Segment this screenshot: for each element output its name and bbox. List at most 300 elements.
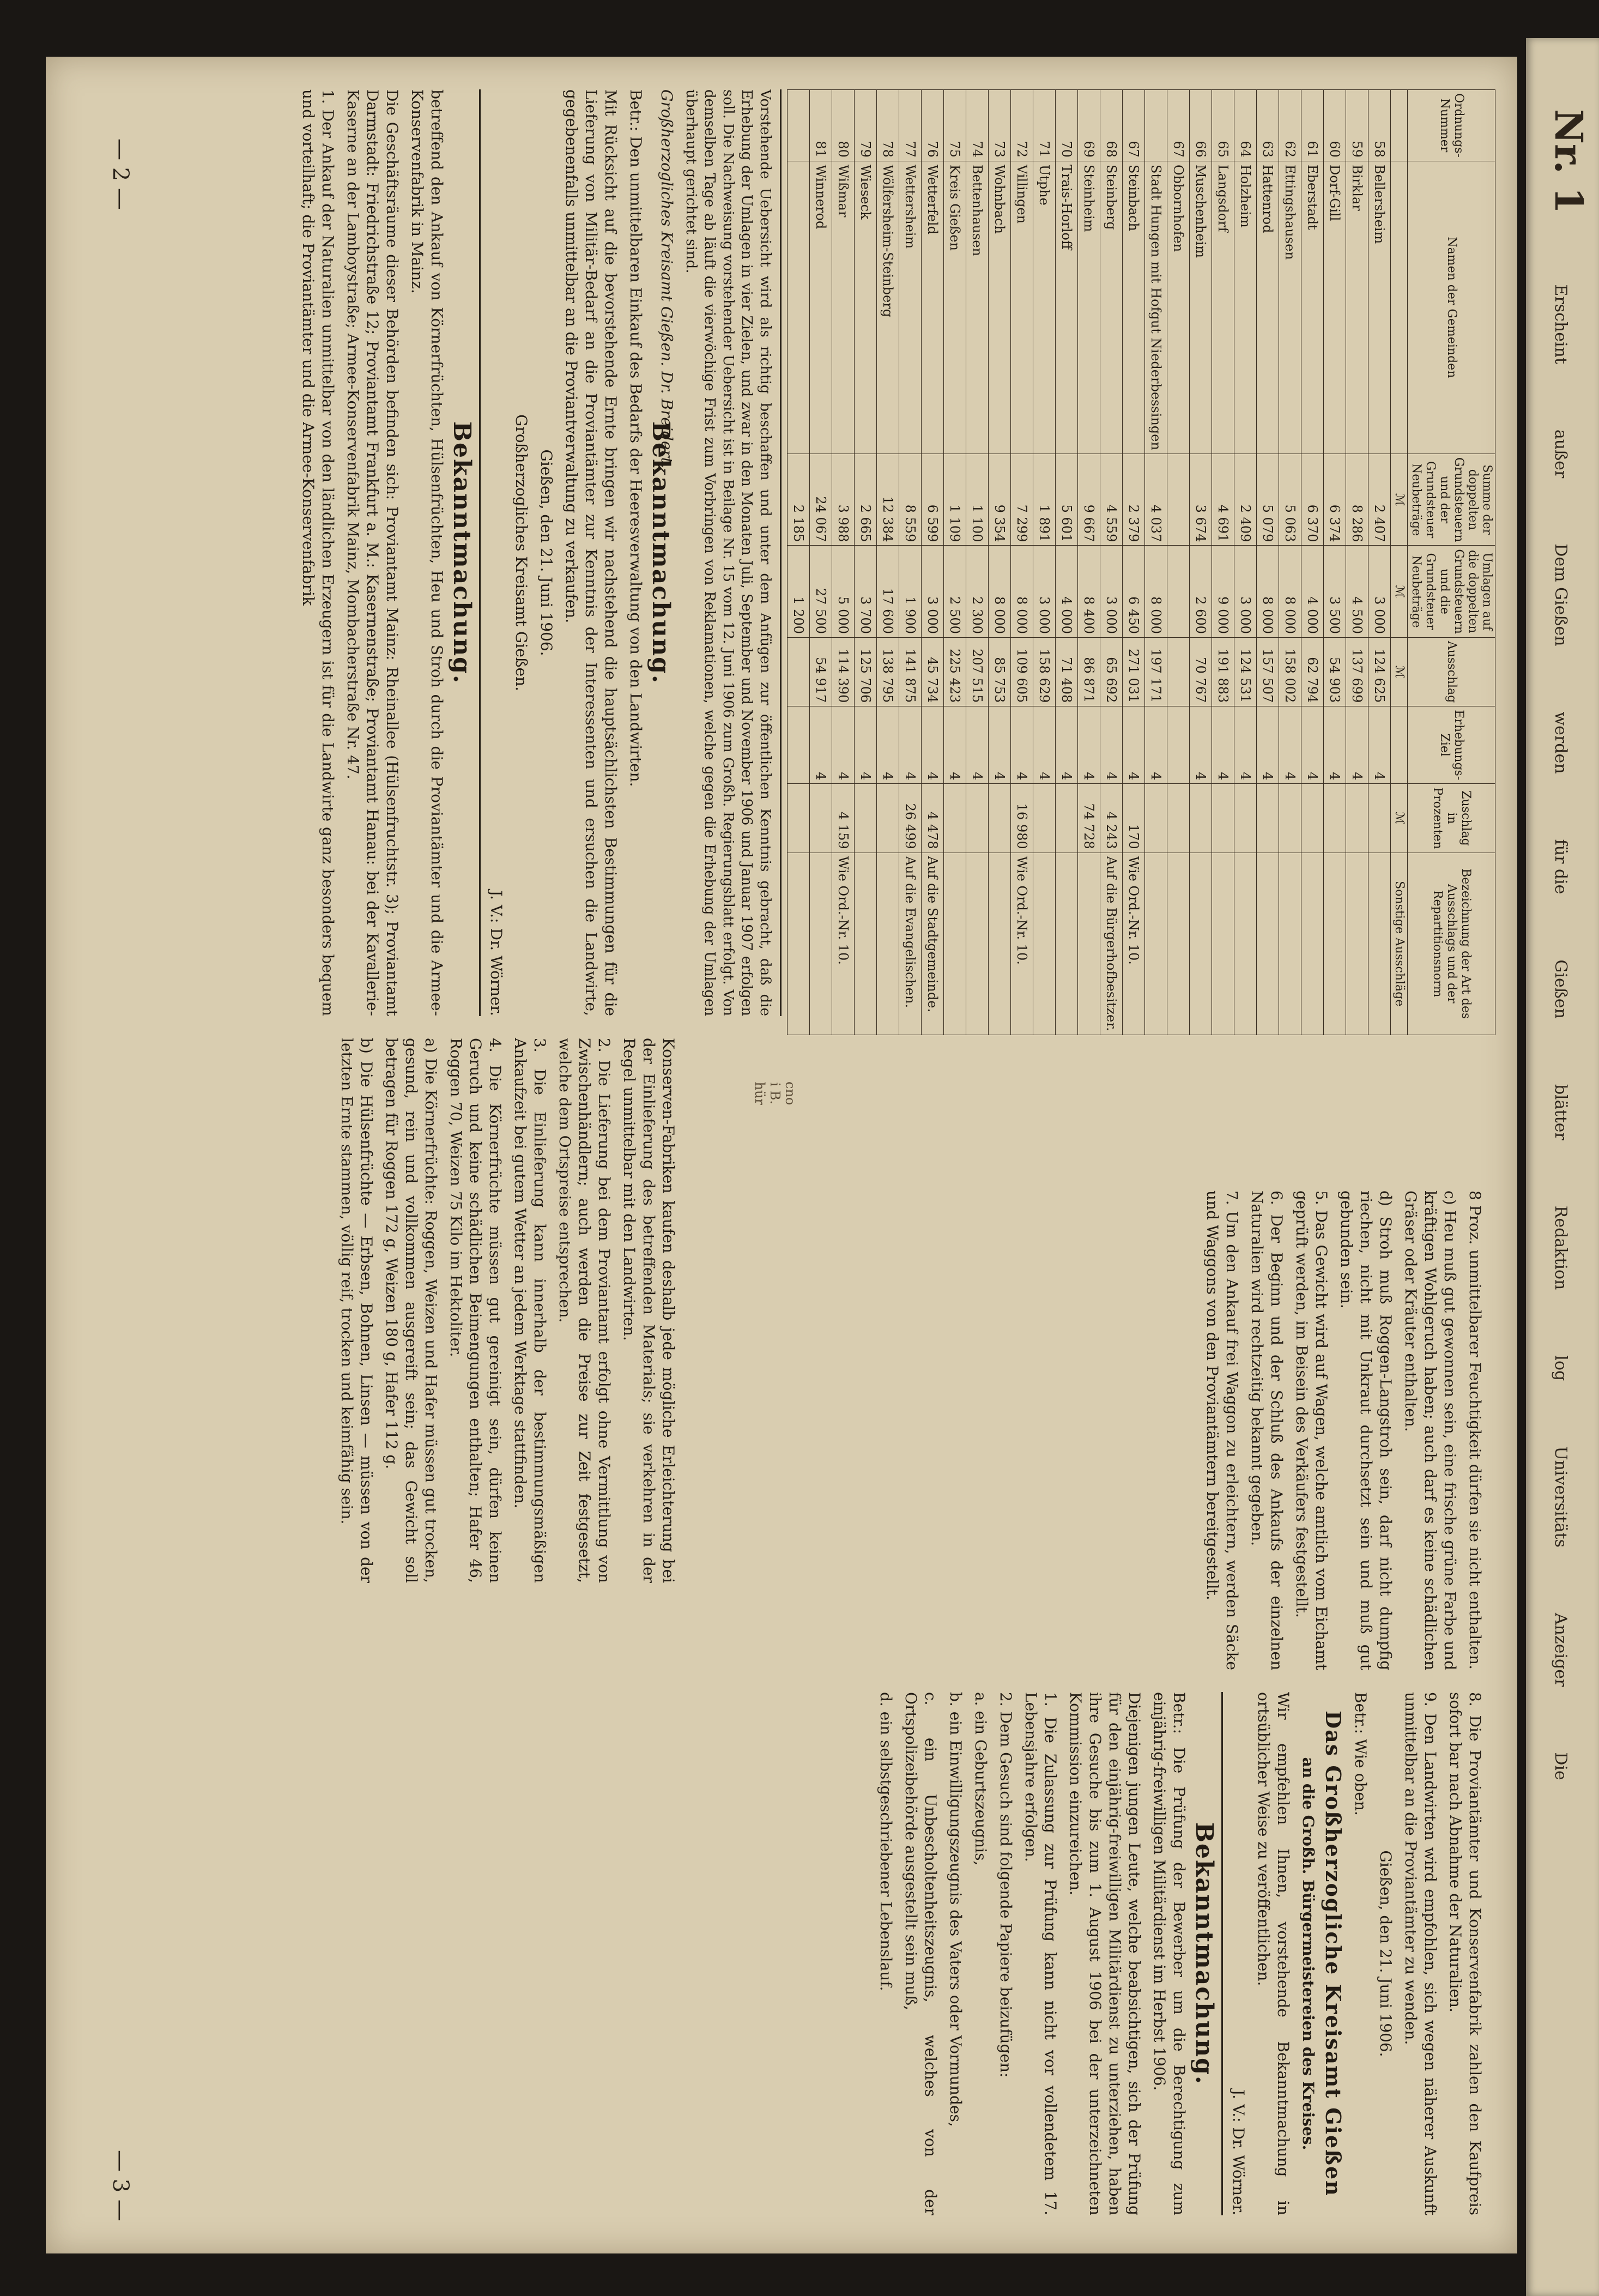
- table-row: [810, 90, 832, 1035]
- table-row: [832, 90, 855, 1035]
- notice-3-para: d. ein selbstgeschriebener Lebenslauf.: [877, 1692, 895, 1991]
- notice-2-item-1: 1. Der Ankauf der Naturalien unmittelbar von den ländlichen Erzeugern ist für die Landwirte ganz besonders bequem und vorteilhaft; die Proviantämter und die Armee-Konservenfabrik: [299, 89, 337, 1016]
- cell-ziel: 4: [832, 706, 855, 784]
- cell-ausschlag: 65 692: [1100, 637, 1123, 706]
- cell-ausschlag: 70 767: [1190, 637, 1212, 706]
- cell-zuschlag: [1033, 784, 1056, 853]
- notice-3-para: 2. Dem Gesuch sind folgende Papiere beizufügen:: [997, 1692, 1015, 2078]
- cell-zuschlag: [1368, 784, 1391, 853]
- cell-level: 3 700: [855, 546, 877, 638]
- cell-nr: [1145, 90, 1167, 161]
- cell-note: Wie Ord.-Nr. 10.: [1123, 853, 1145, 1035]
- cell-zuschlag: [1257, 784, 1279, 853]
- cell-zuschlag: 170: [1123, 784, 1145, 853]
- cell-ziel: 4: [1257, 706, 1279, 784]
- cell-level: 27 500: [810, 546, 832, 638]
- cell-note: [788, 853, 810, 1035]
- right-subject: Betr.: Wie oben.: [1352, 1692, 1370, 1816]
- notice-3-para: Diejenigen jungen Leute, welche beabsichtigen, sich der Prüfung für den einjährig-freiwilligen Militärdienst zu unterziehen, haben ihre Gesuche bis zum 1. August 1906 bei der unterzeichneten Kommission einzureichen.: [1067, 1692, 1143, 2215]
- cell-zuschlag: [966, 784, 989, 853]
- cell-nr: 69: [1078, 90, 1100, 161]
- right-column-2: [870, 1692, 1485, 2215]
- cell-level: 6 450: [1123, 546, 1145, 638]
- cell-ausschlag: 271 031: [1123, 637, 1145, 706]
- next-page-edge: [1526, 38, 1599, 2296]
- cell-sum: 2 409: [1234, 454, 1257, 546]
- cell-sum: 9 667: [1078, 454, 1100, 546]
- cell-ziel: 4: [1301, 706, 1324, 784]
- cell-sum: 5 079: [1257, 454, 1279, 546]
- cell-name: Wieseck: [855, 161, 877, 454]
- cell-nr: 68: [1100, 90, 1123, 161]
- cell-zuschlag: [1212, 784, 1234, 853]
- table-rule: [780, 89, 782, 1016]
- cell-sum: 8 286: [1346, 454, 1368, 546]
- header-nr: Ordnungs-Nummer: [1408, 90, 1495, 161]
- cell-ausschlag: 114 390: [832, 637, 855, 706]
- notice-3-title: Bekanntmachung.: [1190, 1822, 1218, 2086]
- cell-ziel: 4: [1368, 706, 1391, 784]
- cell-ausschlag: 85 753: [989, 637, 1011, 706]
- cell-zuschlag: [877, 784, 899, 853]
- cell-level: 1 200: [788, 546, 810, 638]
- cell-level: 4 500: [1346, 546, 1368, 638]
- cell-name: Ettingshausen: [1279, 161, 1301, 454]
- next-page-fragment: log: [1551, 1355, 1570, 1381]
- cell-nr: 63: [1257, 90, 1279, 161]
- cell-name: Steinheim: [1078, 161, 1100, 454]
- table-row: [1056, 90, 1078, 1035]
- cell-nr: 73: [989, 90, 1011, 161]
- cell-level: [1167, 546, 1190, 638]
- cell-note: [1346, 853, 1368, 1035]
- cell-nr: 74: [966, 90, 989, 161]
- right-column-1: [1197, 1191, 1485, 1670]
- cell-ausschlag: 124 625: [1368, 637, 1391, 706]
- right-date: Gießen, den 21. Juni 1906.: [1377, 1850, 1395, 2057]
- cell-level: 3 000: [1100, 546, 1123, 638]
- cell-ziel: 4: [1324, 706, 1346, 784]
- cell-ausschlag: 54 917: [810, 637, 832, 706]
- cell-zuschlag: 4 478: [922, 784, 944, 853]
- right-item: 6. Der Beginn und der Schluß des Ankaufs der einzelnen Naturalien wird rechtzeitig bekannt gegeben.: [1248, 1191, 1286, 1670]
- cell-sum: 6 599: [922, 454, 944, 546]
- table-row: [1123, 90, 1145, 1035]
- cell-ausschlag: 138 795: [877, 637, 899, 706]
- levy-table-block: [647, 89, 1495, 1031]
- cell-zuschlag: [1167, 784, 1190, 853]
- cell-zuschlag: [788, 784, 810, 853]
- page-number-right: — 3 —: [108, 2150, 133, 2221]
- next-page-fragment: Anzeiger: [1551, 1612, 1570, 1687]
- cell-nr: 59: [1346, 90, 1368, 161]
- header-zuschlag: Zuschlag in Prozenten: [1408, 784, 1495, 853]
- cell-sum: 2 379: [1123, 454, 1145, 546]
- cell-name: Dorf-Gill: [1324, 161, 1346, 454]
- cell-name: Wölfersheim-Steinberg: [877, 161, 899, 454]
- cell-note: [1212, 853, 1234, 1035]
- cell-level: 17 600: [877, 546, 899, 638]
- cell-ausschlag: 86 871: [1078, 637, 1100, 706]
- cell-level: 8 000: [1145, 546, 1167, 638]
- cell-sum: 1 109: [944, 454, 966, 546]
- cell-level: 8 000: [1279, 546, 1301, 638]
- cell-name: Kreis Gießen: [944, 161, 966, 454]
- notice-2-intro: betreffend den Ankauf von Körnerfrüchten, Hülsenfrüchten, Heu und Stroh durch die Proviantämter und die Armee-Konservenfabrik in Mainz.: [408, 89, 446, 1016]
- cell-ausschlag: 158 002: [1279, 637, 1301, 706]
- cell-nr: 71: [1033, 90, 1056, 161]
- table-row: [1033, 90, 1056, 1035]
- table-row: [1324, 90, 1346, 1035]
- cell-name: Wißmar: [832, 161, 855, 454]
- next-page-masthead: Nr. 1: [1546, 109, 1591, 214]
- cell-name: Steinberg: [1100, 161, 1123, 454]
- notice-1-subject: Betr.: Den unmittelbaren Einkauf des Bedarfs der Heeresverwaltung von den Landwirten.: [627, 89, 645, 787]
- cell-note: [989, 853, 1011, 1035]
- cell-ausschlag: 157 507: [1257, 637, 1279, 706]
- cell-zuschlag: [810, 784, 832, 853]
- table-footer: Vorstehende Uebersicht wird als richtig beschaffen und unter dem Anfügen zur öffentlichen Kenntnis gebracht, daß die Erhebung der Umlagen in vier Zielen, und zwar in den Monaten Juli, September und November 1906 und Januar 1907 erfolgen soll. Die Nachweisung vorstehender Uebersicht ist in Beilage Nr. 15 vom 12. Juni 1906 zum Großh. Regierungsblatt erfolgt. Von demselben Tage ab läuft die vierwöchige Frist zum Vorbringen von Reklamationen, welche gegen die Erhebung der Umlagen überhaupt gerichtet sind.: [683, 89, 773, 1016]
- cell-name: Wetterfeld: [922, 161, 944, 454]
- cell-ausschlag: 197 171: [1145, 637, 1167, 706]
- cell-ausschlag: 191 883: [1212, 637, 1234, 706]
- cell-ausschlag: 54 903: [1324, 637, 1346, 706]
- cell-ziel: 4: [1011, 706, 1033, 784]
- table-row: [1301, 90, 1324, 1035]
- notice-2-title: Bekanntmachung.: [448, 421, 476, 685]
- cell-name: Utphe: [1033, 161, 1056, 454]
- cell-nr: 75: [944, 90, 966, 161]
- cell-name: Holzheim: [1234, 161, 1257, 454]
- cell-ziel: 4: [1212, 706, 1234, 784]
- notice-1-signature: J. V.: Dr. Wörner.: [487, 890, 505, 1016]
- cell-level: 9 000: [1212, 546, 1234, 638]
- table-row: [1346, 90, 1368, 1035]
- cell-sum: 3 988: [832, 454, 855, 546]
- cell-note: [1145, 853, 1167, 1035]
- cell-ausschlag: 141 875: [899, 637, 922, 706]
- right-item: c) Heu muß gut gewonnen sein, eine frische grüne Farbe und kräftigen Wohlgeruch haben; auch darf es keine schädlichen Gräser oder Kräuter enthalten.: [1402, 1191, 1459, 1670]
- notice-1-title: Bekanntmachung.: [647, 421, 675, 685]
- cell-sum: 7 299: [1011, 454, 1033, 546]
- cell-note: Auf die Evangelischen.: [899, 853, 922, 1035]
- notice-3-para: 1. Die Zulassung zur Prüfung kann nicht vor vollendetem 17. Lebensjahre erfolgen.: [1022, 1692, 1059, 2215]
- cell-note: [855, 853, 877, 1035]
- notice-1-body: Mit Rücksicht auf die bevorstehende Ernte bringen wir nachstehend die hauptsächlichsten Bestimmungen für die Lieferung von Militär-Bedarf an die Proviantämter zur Kenntnis der Interessenten und ersuchen die Landwirte, gegebenenfalls unmittelbar an die Proviantverwaltung zu verkaufen.: [562, 89, 620, 1016]
- cell-ausschlag: 125 706: [855, 637, 877, 706]
- notice-2-addresses: Die Geschäftsräume dieser Behörden befinden sich: Proviantamt Mainz: Rheinallee (Hülsenfruchtstr. 3); Proviantamt Darmstadt: Friedrichstraße 12; Proviantamt Frankfurt a. M.: Kasernenstraße; Proviantamt Hanau: bei der Kavallerie-Kaserne an der Lamboystraße; Armee-Konservenfabrik Mainz, Mombacherstraße Nr. 47.: [344, 89, 401, 1016]
- cell-sum: 4 037: [1145, 454, 1167, 546]
- table-row: [788, 90, 810, 1035]
- cell-zuschlag: 26 499: [899, 784, 922, 853]
- cell-ziel: 4: [1145, 706, 1167, 784]
- cell-zuschlag: [855, 784, 877, 853]
- cell-level: 8 000: [1011, 546, 1033, 638]
- right-signature: J. V.: Dr. Wörner.: [1229, 2089, 1247, 2215]
- cell-sum: 12 384: [877, 454, 899, 546]
- next-page-fragment: Redaktion: [1551, 1205, 1570, 1290]
- cell-ziel: 4: [1234, 706, 1257, 784]
- cell-note: Auf die Bürgerhofbesitzer.: [1100, 853, 1123, 1035]
- cell-note: Auf die Stadtgemeinde.: [922, 853, 944, 1035]
- cell-sum: 6 370: [1301, 454, 1324, 546]
- cell-zuschlag: [1346, 784, 1368, 853]
- cell-level: 5 000: [832, 546, 855, 638]
- notice-1: [293, 89, 678, 1016]
- next-page-fragment: Dem Gießen: [1551, 543, 1570, 646]
- cell-nr: 77: [899, 90, 922, 161]
- cell-note: [1190, 853, 1212, 1035]
- cell-level: 8 000: [1257, 546, 1279, 638]
- cell-nr: 76: [922, 90, 944, 161]
- table-row: [899, 90, 922, 1035]
- cell-ziel: 4: [1190, 706, 1212, 784]
- cell-sum: 4 559: [1100, 454, 1123, 546]
- cell-ziel: 4: [944, 706, 966, 784]
- next-page-fragment: werden: [1551, 711, 1570, 774]
- cell-name: Winnerod: [810, 161, 832, 454]
- table-row: [1212, 90, 1234, 1035]
- cell-zuschlag: [989, 784, 1011, 853]
- table-subheader-row: [1391, 90, 1408, 1035]
- right-item: 8 Proz. unmittelbarer Feuchtigkeit dürfen sie nicht enthalten.: [1466, 1191, 1484, 1670]
- cell-note: [1301, 853, 1324, 1035]
- table-row: [855, 90, 877, 1035]
- cell-sum: 5 601: [1056, 454, 1078, 546]
- cell-ausschlag: [788, 637, 810, 706]
- cell-note: [1078, 853, 1100, 1035]
- table-row: [1167, 90, 1190, 1035]
- cell-nr: 60: [1324, 90, 1346, 161]
- cell-name: [788, 161, 810, 454]
- cell-name: Wohnbach: [989, 161, 1011, 454]
- cell-name: Langsdorf: [1212, 161, 1234, 454]
- table-row: [1011, 90, 1033, 1035]
- addressee-text: Wir empfehlen Ihnen, vorstehende Bekanntmachung in ortsüblicher Weise zu veröffentlichen.: [1255, 1692, 1292, 2215]
- cell-zuschlag: 4 159: [832, 784, 855, 853]
- cell-level: 3 500: [1324, 546, 1346, 638]
- cell-ausschlag: 225 423: [944, 637, 966, 706]
- levy-table: [787, 89, 1495, 1035]
- cell-nr: 79: [855, 90, 877, 161]
- cell-level: 2 500: [944, 546, 966, 638]
- table-row: [1279, 90, 1301, 1035]
- cell-zuschlag: [1324, 784, 1346, 853]
- cell-ziel: 4: [899, 706, 922, 784]
- next-page-fragment: Erscheint: [1551, 284, 1570, 364]
- cell-nr: 64: [1234, 90, 1257, 161]
- cell-note: [1033, 853, 1056, 1035]
- cell-name: Wettersheim: [899, 161, 922, 454]
- header-level: Umlagen auf die doppelten Grundsteuern und die Grundsteuer Neubeträge: [1408, 546, 1495, 638]
- library-stamp: cno i B. hür: [752, 1081, 798, 1105]
- middle-para: 2. Die Lieferung bei dem Proviantamt erfolgt ohne Vermittlung von Zwischenhändlern; auch werden die Preise zur Zeit festgesetzt, welche dem Ortspreise entsprechen.: [556, 1038, 613, 1583]
- cell-ausschlag: 45 734: [922, 637, 944, 706]
- cell-name: Bettenhausen: [966, 161, 989, 454]
- cell-ziel: 4: [1056, 706, 1078, 784]
- notice-1-authority: Großherzogliches Kreisamt Gießen.: [512, 414, 530, 691]
- cell-level: 3 000: [1033, 546, 1056, 638]
- cell-ausschlag: 62 794: [1301, 637, 1324, 706]
- right-item: 7. Um den Ankauf frei Waggon zu erleichtern, werden Säcke und Waggons von den Proviantämtern bereitgestellt.: [1203, 1191, 1241, 1670]
- cell-level: 3 000: [1234, 546, 1257, 638]
- table-footer-signature: Großherzogliches Kreisamt Gießen. Dr. Breidert.: [658, 89, 676, 468]
- notice-3-para: a. ein Geburtszeugnis,: [972, 1692, 990, 1866]
- cell-sum: 5 063: [1279, 454, 1301, 546]
- cell-ausschlag: 137 699: [1346, 637, 1368, 706]
- cell-note: [944, 853, 966, 1035]
- cell-zuschlag: [1301, 784, 1324, 853]
- addressee-title: Das Großherzogliche Kreisamt Gießen: [1321, 1711, 1346, 2197]
- cell-name: Obbornhofen: [1167, 161, 1190, 454]
- table-row: [1078, 90, 1100, 1035]
- cell-ziel: 4: [810, 706, 832, 784]
- table-row: [1368, 90, 1391, 1035]
- notice-1-date: Gießen, den 21. Juni 1906.: [537, 449, 555, 656]
- cell-name: Steinbach: [1123, 161, 1145, 454]
- cell-zuschlag: [944, 784, 966, 853]
- cell-note: [966, 853, 989, 1035]
- middle-column-text: [331, 1038, 678, 1583]
- next-page-text: [1546, 109, 1591, 2235]
- cell-ziel: [1167, 706, 1190, 784]
- cell-nr: 81: [810, 90, 832, 161]
- next-page-fragment: Gießen: [1551, 959, 1570, 1019]
- cell-ziel: 4: [1346, 706, 1368, 784]
- cell-note: [810, 853, 832, 1035]
- cell-name: Villingen: [1011, 161, 1033, 454]
- next-page-fragment: Die: [1551, 1752, 1570, 1780]
- table-row: [1190, 90, 1212, 1035]
- next-page-fragments: [1551, 219, 1570, 1780]
- next-page-fragment: außer: [1551, 429, 1570, 479]
- header-sum: Summe der doppelten Grundsteuern und der Grundsteuer Neubeträge: [1408, 454, 1495, 546]
- cell-name: Muschenheim: [1190, 161, 1212, 454]
- table-row: [989, 90, 1011, 1035]
- cell-note: [1056, 853, 1078, 1035]
- cell-sum: 3 674: [1190, 454, 1212, 546]
- cell-level: 2 300: [966, 546, 989, 638]
- cell-sum: 1 100: [966, 454, 989, 546]
- cell-sum: [1167, 454, 1190, 546]
- next-page-fragment: Universitäts: [1551, 1446, 1570, 1548]
- cell-zuschlag: [1234, 784, 1257, 853]
- next-page-fragment: für die: [1551, 839, 1570, 895]
- newspaper-page: [46, 57, 1517, 2253]
- right-item: 8. Die Proviantämter und Konservenfabrik zahlen den Kaufpreis sofort bar nach Abnahme der Naturalien.: [1446, 1692, 1484, 2215]
- cell-zuschlag: 16 980: [1011, 784, 1033, 853]
- right-item: d) Stroh muß Roggen-Langstroh sein, darf nicht dumpfig riechen, nicht mit Unkraut durchsetzt sein und muß gut gebunden sein.: [1337, 1191, 1395, 1670]
- header-name: Namen der Gemeinden: [1408, 161, 1495, 454]
- unit-mark: ℳ: [1391, 637, 1408, 706]
- cell-note: [1324, 853, 1346, 1035]
- table-row: [1257, 90, 1279, 1035]
- cell-zuschlag: [1145, 784, 1167, 853]
- cell-ziel: [788, 706, 810, 784]
- cell-level: 8 400: [1078, 546, 1100, 638]
- cell-note: [1368, 853, 1391, 1035]
- cell-level: 2 600: [1190, 546, 1212, 638]
- cell-nr: 80: [832, 90, 855, 161]
- cell-ziel: 4: [922, 706, 944, 784]
- cell-sum: 2 185: [788, 454, 810, 546]
- cell-nr: 65: [1212, 90, 1234, 161]
- middle-para: a) Die Körnerfrüchte: Roggen, Weizen und Hafer müssen gut trocken, gesund, rein und vollkommen ausgereift sein; das Gewicht soll betragen für Roggen 172 g, Weizen 180 g, Hafer 112 g.: [383, 1038, 440, 1583]
- cell-note: Wie Ord.-Nr. 10.: [832, 853, 855, 1035]
- cell-zuschlag: [1056, 784, 1078, 853]
- cell-zuschlag: [1279, 784, 1301, 853]
- cell-ziel: 4: [1100, 706, 1123, 784]
- cell-nr: [788, 90, 810, 161]
- right-item: 9. Den Landwirten wird empfohlen, sich wegen näherer Auskunft unmittelbar an die Proviantämter zu wenden.: [1402, 1692, 1439, 2215]
- table-row: [944, 90, 966, 1035]
- notice-3-para: c. ein Unbescholtenheitszeugnis, welches von der Ortspolizeibehörde ausgestellt sein muß,: [902, 1692, 940, 2215]
- cell-name: Bellersheim: [1368, 161, 1391, 454]
- cell-ziel: 4: [877, 706, 899, 784]
- table-row: [966, 90, 989, 1035]
- notice-3-subject: Betr.: Die Prüfung der Bewerber um die Berechtigung zum einjährig-freiwilligen Militärdienst im Herbst 1906.: [1150, 1692, 1188, 2215]
- cell-name: Trais-Horloff: [1056, 161, 1078, 454]
- cell-ziel: 4: [1078, 706, 1100, 784]
- table-row: [922, 90, 944, 1035]
- table-row: [877, 90, 899, 1035]
- header-note: Bezeichnung der Art des Ausschlags und der Repartitionsnorm: [1408, 853, 1495, 1035]
- cell-sum: 2 407: [1368, 454, 1391, 546]
- cell-note: [877, 853, 899, 1035]
- middle-para: 4. Die Körnerfrüchte müssen gut gereinigt sein, dürfen keinen Geruch und keine schädlichen Beimengungen enthalten; Hafer 46, Roggen 70, Weizen 75 Kilo im Hektoliter.: [447, 1038, 504, 1583]
- header-erhebziel: Erhebungs-Ziel: [1408, 706, 1495, 784]
- cell-level: 3 000: [1368, 546, 1391, 638]
- cell-note: Wie Ord.-Nr. 10.: [1011, 853, 1033, 1035]
- cell-zuschlag: [1190, 784, 1212, 853]
- table-row: [1234, 90, 1257, 1035]
- cell-ziel: 4: [1279, 706, 1301, 784]
- cell-level: 8 000: [989, 546, 1011, 638]
- table-row: [1145, 90, 1167, 1035]
- unit-mark: ℳ: [1391, 784, 1408, 853]
- cell-ziel: 4: [989, 706, 1011, 784]
- rotated-content: [46, 57, 1517, 2253]
- cell-note: [1257, 853, 1279, 1035]
- cell-sum: 6 374: [1324, 454, 1346, 546]
- addressee: an die Großh. Bürgermeistereien des Kreises.: [1299, 1757, 1317, 2150]
- table-row: [1100, 90, 1123, 1035]
- cell-note: [1167, 853, 1190, 1035]
- cell-sum: 9 354: [989, 454, 1011, 546]
- cell-nr: 67: [1123, 90, 1145, 161]
- cell-name: Eberstadt: [1301, 161, 1324, 454]
- cell-level: 4 000: [1301, 546, 1324, 638]
- cell-ausschlag: 124 531: [1234, 637, 1257, 706]
- cell-name: Stadt Hungen mit Hofgut Niederbessingen: [1145, 161, 1167, 454]
- cell-ziel: 4: [1123, 706, 1145, 784]
- cell-sum: 4 691: [1212, 454, 1234, 546]
- cell-ausschlag: 71 408: [1056, 637, 1078, 706]
- cell-ziel: 4: [855, 706, 877, 784]
- cell-nr: 62: [1279, 90, 1301, 161]
- cell-name: Hattenrod: [1257, 161, 1279, 454]
- cell-ziel: 4: [1033, 706, 1056, 784]
- header-ausschlag: Ausschlag: [1408, 637, 1495, 706]
- unit-mark: ℳ: [1391, 454, 1408, 546]
- cell-nr: 67: [1167, 90, 1190, 161]
- middle-para: Konserven-Fabriken kaufen deshalb jede mögliche Erleichterung bei der Einlieferung des betreffenden Materials; sie verkehren in der Regel unmittelbar mit den Landwirten.: [620, 1038, 677, 1583]
- page-number-left: — 2 —: [108, 138, 133, 210]
- cell-note: [1279, 853, 1301, 1035]
- cell-ausschlag: 158 629: [1033, 637, 1056, 706]
- cell-level: 1 900: [899, 546, 922, 638]
- cell-sum: 2 665: [855, 454, 877, 546]
